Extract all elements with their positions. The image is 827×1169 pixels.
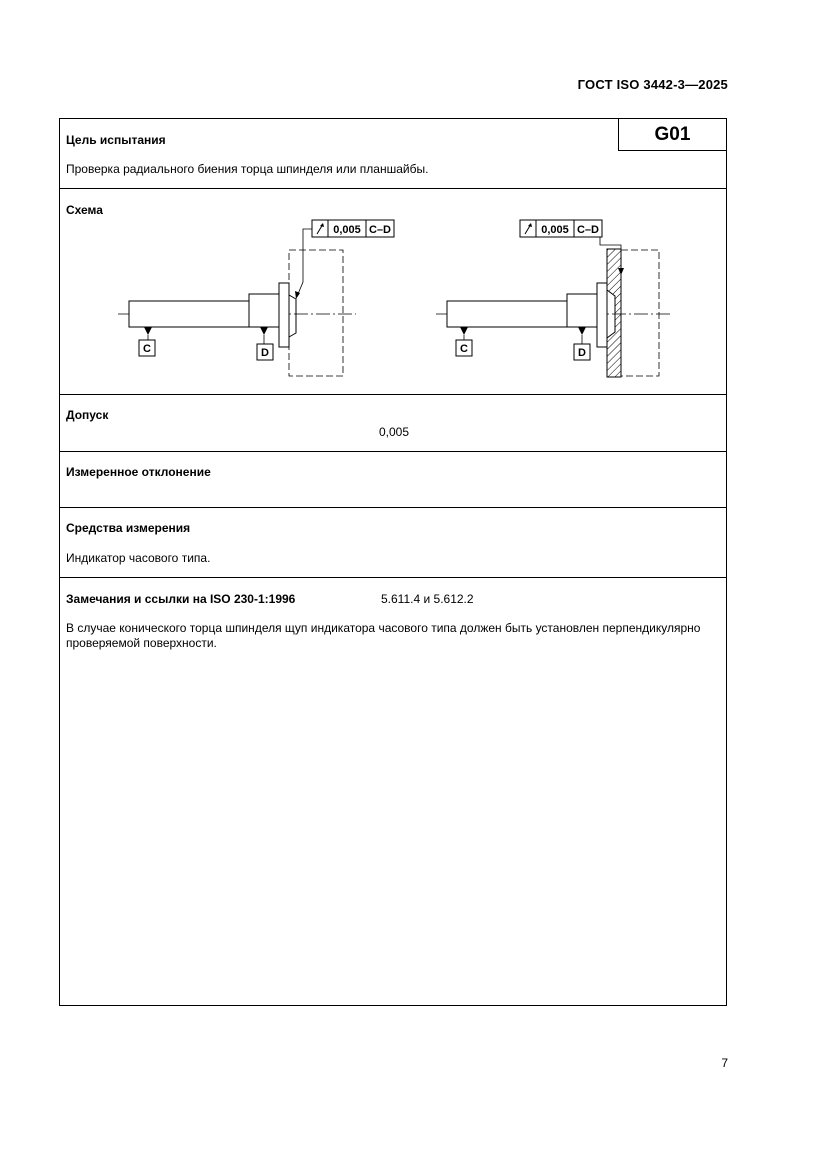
spindle-face (289, 295, 296, 337)
tolerance-leader (298, 229, 312, 294)
notes-title: Замечания и ссылки на ISO 230-1:1996 (66, 592, 296, 606)
diagram-section (60, 188, 726, 394)
instruments-section (60, 507, 726, 577)
test-sheet-frame (59, 118, 727, 1006)
indicator-envelope (621, 250, 659, 376)
notes-references: 5.611.4 и 5.612.2 (381, 592, 474, 606)
tolerance-section (60, 394, 726, 451)
tolerance-value: 0,005 (379, 425, 410, 439)
page-number: 7 (721, 1056, 728, 1070)
measured-deviation-title: Измеренное отклонение (66, 465, 211, 479)
tolerance-value-right: 0,005 (541, 224, 569, 236)
spindle-flange (597, 283, 607, 347)
datum-d-left: D (261, 347, 269, 359)
objective-text: Проверка радиального биения торца шпинделя или планшайбы. (66, 162, 429, 176)
objective-title: Цель испытания (66, 133, 166, 147)
tolerance-value-left: 0,005 (333, 224, 361, 236)
right-faceplate-figure (436, 220, 670, 377)
indicator-envelope (289, 250, 343, 376)
datum-d-right: D (578, 347, 586, 359)
test-code-box: G01 (618, 118, 727, 151)
tolerance-datum-left: C–D (368, 224, 392, 236)
spindle-shaft (129, 301, 249, 327)
datum-c-left: C (143, 343, 151, 355)
datum-c-right: C (460, 343, 468, 355)
spindle-collar (249, 294, 279, 327)
instruments-text: Индикатор часового типа. (66, 551, 211, 565)
spindle-shaft (447, 301, 567, 327)
spindle-collar (567, 294, 597, 327)
leader-arrow (295, 291, 300, 299)
tolerance-frame-left (312, 220, 394, 237)
diagram-title: Схема (66, 203, 103, 217)
left-spindle-figure (118, 220, 394, 376)
spindle-flange (279, 283, 289, 347)
measurement-diagram (60, 189, 726, 394)
standard-code: ГОСТ ISO 3442-3—2025 (577, 77, 728, 92)
notes-section (60, 577, 726, 1005)
measured-deviation-section (60, 451, 726, 507)
tolerance-frame-right (520, 220, 602, 237)
instruments-title: Средства измерения (66, 521, 191, 535)
tolerance-datum-right: C–D (576, 224, 600, 236)
tolerance-title: Допуск (66, 408, 109, 422)
objective-section (60, 119, 726, 188)
notes-text: В случае конического торца шпинделя щуп индикатора часового типа должен быть установлен перпендикулярно проверяемой поверхности. (66, 621, 701, 650)
